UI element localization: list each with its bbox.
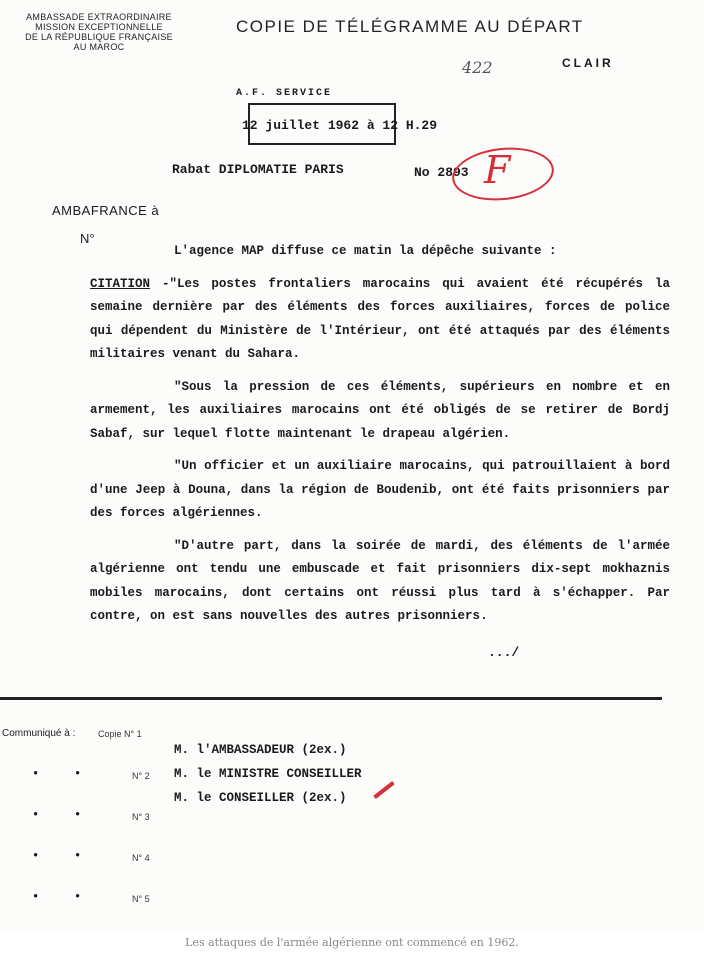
- telegram-number: No 2893: [414, 165, 469, 180]
- copy-number: N° 3: [132, 812, 150, 822]
- handwritten-number: 422: [462, 58, 493, 77]
- ditto-mark: •: [74, 767, 82, 781]
- body-paragraph: "Un officier et un auxiliaire marocains, qui patrouillaient à bord d'une Jeep à Douna, dans la région de Boudenib, ont été faits prisonniers par des forces algériennes.: [90, 459, 670, 520]
- red-stamp-letter: F: [484, 148, 511, 192]
- dispatch-line: Rabat DIPLOMATIE PARIS: [172, 162, 344, 177]
- datetime: 12 juillet 1962 à 12 H.29: [242, 118, 438, 133]
- ditto-mark: •: [74, 849, 82, 863]
- divider-rule: [0, 697, 662, 700]
- document-title: COPIE DE TÉLÉGRAMME AU DÉPART: [236, 17, 584, 36]
- continued-mark: .../: [488, 645, 520, 660]
- copy-number: Copie N° 1: [98, 729, 142, 739]
- recipient: M. l'AMBASSADEUR (2ex.): [174, 743, 347, 757]
- citation-label: CITATION: [90, 276, 151, 291]
- body-paragraph: "D'autre part, dans la soirée de mardi, des éléments de l'armée algérienne ont tendu une embuscade et fait prisonniers dix-sept mokhaznis mobiles marocains, dont certains ont réussi plus tard à s'échapper. Par contre, on est sans nouvelles des autres prisonniers.: [90, 538, 670, 623]
- recipient: M. le CONSEILLER (2ex.): [174, 791, 347, 805]
- body-paragraph: [90, 273, 670, 367]
- letterhead-line: DE LA RÉPUBLIQUE FRANÇAISE: [25, 32, 173, 42]
- number-symbol: N°: [80, 231, 95, 246]
- letterhead: [14, 12, 184, 52]
- copy-number: N° 4: [132, 853, 150, 863]
- telegram-body: [90, 240, 670, 638]
- ditto-mark: •: [32, 808, 40, 822]
- ditto-mark: •: [32, 767, 40, 781]
- body-intro: L'agence MAP diffuse ce matin la dépêche suivante :: [174, 244, 557, 258]
- ditto-mark: •: [74, 890, 82, 904]
- distribution-label: Communiqué à :: [2, 728, 76, 739]
- letterhead-line: AMBASSADE EXTRAORDINAIRE: [26, 12, 172, 22]
- service-line: A.F. SERVICE: [236, 88, 333, 99]
- letterhead-line: AU MAROC: [73, 42, 125, 52]
- classification-label: CLAIR: [562, 56, 614, 70]
- ditto-mark: •: [74, 808, 82, 822]
- addressee: AMBAFRANCE à: [52, 203, 160, 218]
- letterhead-line: MISSION EXCEPTIONNELLE: [35, 22, 163, 32]
- copy-number: N° 2: [132, 771, 150, 781]
- body-paragraph: "Sous la pression de ces éléments, supérieurs en nombre et en armement, les auxiliaires marocains ont été obligés de se retirer de Bordj Sabaf, sur lequel flotte maintenant le drapeau algérien.: [90, 379, 670, 441]
- red-check-mark: [373, 781, 394, 799]
- ditto-mark: •: [32, 890, 40, 904]
- copy-number: N° 5: [132, 894, 150, 904]
- body-text: -"Les postes frontaliers marocains qui avaient été récupérés la semaine dernière par des éléments des forces auxiliaires, forces de police qui dépendent du Ministère de l'Intérieur, ont été attaqués par des éléments militaires venant du Sahara.: [90, 276, 670, 361]
- image-caption: Les attaques de l'armée algérienne ont commencé en 1962.: [185, 936, 519, 949]
- ditto-mark: •: [32, 849, 40, 863]
- recipient: M. le MINISTRE CONSEILLER: [174, 767, 362, 781]
